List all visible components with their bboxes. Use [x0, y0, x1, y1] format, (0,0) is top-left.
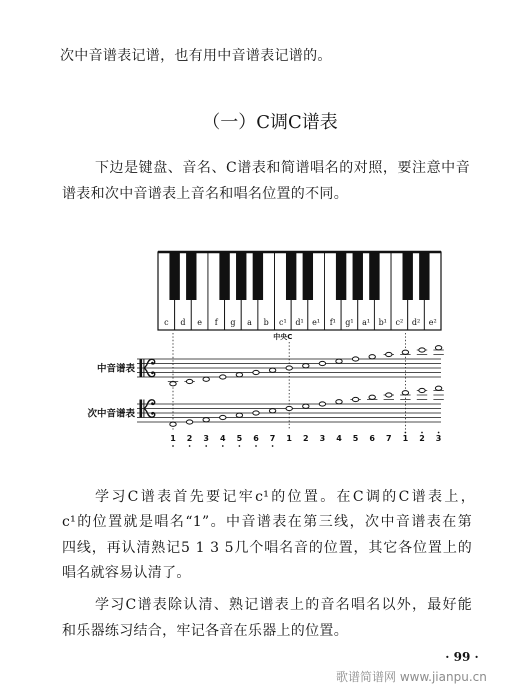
solfege-number: 5: [236, 434, 243, 443]
key-label: g¹: [345, 318, 354, 327]
low-octave-dot: [239, 445, 241, 447]
note-head: [352, 357, 358, 361]
note-head: [303, 364, 309, 368]
note-head: [236, 413, 242, 417]
low-octave-dot: [189, 445, 191, 447]
note-head: [303, 404, 309, 408]
paragraph-line: 学习C谱表首先要记牢c¹的位置。在C调的C谱表上，: [95, 489, 475, 505]
note-head: [419, 348, 425, 352]
c-clef-curl-dot: [151, 412, 154, 415]
note-head: [220, 375, 226, 379]
high-octave-dot: [405, 432, 407, 434]
key-label: e²: [428, 318, 437, 327]
staff-tenor: [87, 386, 443, 426]
note-head: [170, 382, 176, 386]
solfege-number: 5: [352, 434, 359, 443]
page-number: · 99 ·: [445, 650, 479, 664]
staff-alto: [97, 346, 444, 386]
low-octave-dot: [222, 445, 224, 447]
solfege-number: 3: [203, 434, 209, 443]
piano-keyboard: [158, 252, 441, 341]
c-clef-thin-bar: [143, 400, 144, 418]
note-head: [253, 370, 259, 374]
key-label: f: [214, 318, 218, 327]
note-head: [352, 397, 358, 401]
key-label: d²: [411, 318, 421, 327]
solfege-number: 7: [269, 434, 276, 443]
black-key: [219, 252, 229, 300]
section-title: （一）C调C谱表: [202, 112, 338, 133]
key-label: d¹: [295, 318, 304, 327]
note-head: [369, 355, 375, 359]
solfege-number: 1: [402, 434, 409, 443]
black-key: [303, 252, 313, 300]
key-label: a¹: [362, 318, 371, 327]
note-head: [419, 388, 425, 392]
c-clef-staves: [87, 346, 443, 427]
black-key: [336, 252, 346, 300]
low-octave-dot: [205, 445, 207, 447]
keyboard-clef-comparison-figure: [80, 245, 450, 455]
high-octave-dot: [438, 432, 440, 434]
c-clef-thick-bar: [140, 400, 143, 418]
note-head: [203, 377, 209, 381]
low-octave-dot: [255, 445, 257, 447]
c-clef-curl-dot: [151, 362, 154, 365]
black-key: [169, 252, 179, 300]
note-head: [170, 422, 176, 426]
solfege-numbers: [170, 432, 441, 447]
key-label: c: [164, 318, 169, 327]
low-octave-dot: [272, 445, 274, 447]
key-label: a: [247, 318, 252, 327]
key-label: b: [263, 318, 269, 327]
solfege-number: 1: [170, 434, 176, 443]
c-clef-thick-bar: [140, 359, 143, 377]
key-label: g: [230, 318, 236, 327]
solfege-number: 4: [220, 434, 226, 443]
key-label: d: [180, 318, 186, 327]
note-head: [386, 393, 392, 397]
intro-line: 次中音谱表记谱，也有用中音谱表记谱的。: [60, 48, 332, 64]
note-head: [186, 420, 192, 424]
black-key: [236, 252, 246, 300]
key-label: b¹: [378, 318, 387, 327]
high-octave-dot: [421, 432, 423, 434]
solfege-number: 6: [253, 434, 259, 443]
key-label: f¹: [329, 318, 336, 327]
note-head: [319, 402, 325, 406]
black-key: [186, 252, 196, 300]
paragraph-line: 下边是键盘、音名、C谱表和简谱唱名的对照，要注意中音: [95, 160, 470, 176]
low-octave-dot: [172, 445, 174, 447]
note-head: [402, 350, 408, 354]
note-head: [269, 368, 275, 372]
black-key: [353, 252, 363, 300]
solfege-number: 2: [419, 434, 425, 443]
black-key: [403, 252, 413, 300]
note-head: [186, 379, 192, 383]
note-head: [435, 346, 441, 350]
staff-label: 中音谱表: [96, 363, 135, 375]
paragraph-line: 学习C谱表除认清、熟记谱表上的音名唱名以外，最好能: [95, 597, 472, 613]
solfege-number: 3: [435, 434, 442, 443]
note-head: [286, 406, 292, 410]
solfege-number: 7: [386, 434, 392, 443]
note-head: [220, 415, 226, 419]
paragraph-line: 唱名就容易认清了。: [62, 565, 191, 581]
note-head: [336, 359, 342, 363]
paragraph-line: c¹的位置就是唱名“1”。中音谱表在第三线，次中音谱表在第: [62, 514, 472, 530]
black-key: [286, 252, 296, 300]
key-label: e: [197, 318, 202, 327]
note-head: [386, 352, 392, 356]
black-key: [253, 252, 263, 300]
c-clef-curl-dot: [151, 402, 154, 405]
black-key: [419, 252, 429, 300]
note-head: [269, 409, 275, 413]
solfege-number: 6: [369, 434, 375, 443]
note-head: [369, 395, 375, 399]
note-head: [402, 391, 408, 395]
solfege-number: 1: [286, 434, 292, 443]
solfege-number: 3: [319, 434, 326, 443]
solfege-number: 2: [303, 434, 309, 443]
black-key: [369, 252, 379, 300]
key-label: c²: [395, 318, 404, 327]
staff-label: 次中音谱表: [87, 408, 135, 420]
note-head: [203, 418, 209, 422]
note-head: [336, 400, 342, 404]
watermark: 歌谱简谱网 www.jianpu.cn: [336, 670, 487, 684]
paragraph-line: 谱表和次中音谱表上音名和唱名位置的不同。: [62, 186, 348, 202]
note-head: [319, 361, 325, 365]
middle-c-label: 中央C: [273, 333, 293, 341]
note-head: [286, 366, 292, 370]
key-label: c¹: [279, 318, 287, 327]
paragraph-line: 和乐器练习结合，牢记各音在乐器上的位置。: [62, 623, 348, 639]
solfege-number: 2: [186, 434, 193, 443]
key-label: e¹: [312, 318, 321, 327]
solfege-number: 4: [336, 434, 342, 443]
paragraph-line: 四线，再认清熟记5 1 3 5几个唱名音的位置，其它各位置上的: [62, 540, 472, 556]
c-clef-thin-bar: [143, 359, 144, 377]
c-clef-curl-dot: [151, 372, 154, 375]
note-head: [435, 386, 441, 390]
note-head: [253, 411, 259, 415]
note-head: [236, 373, 242, 377]
